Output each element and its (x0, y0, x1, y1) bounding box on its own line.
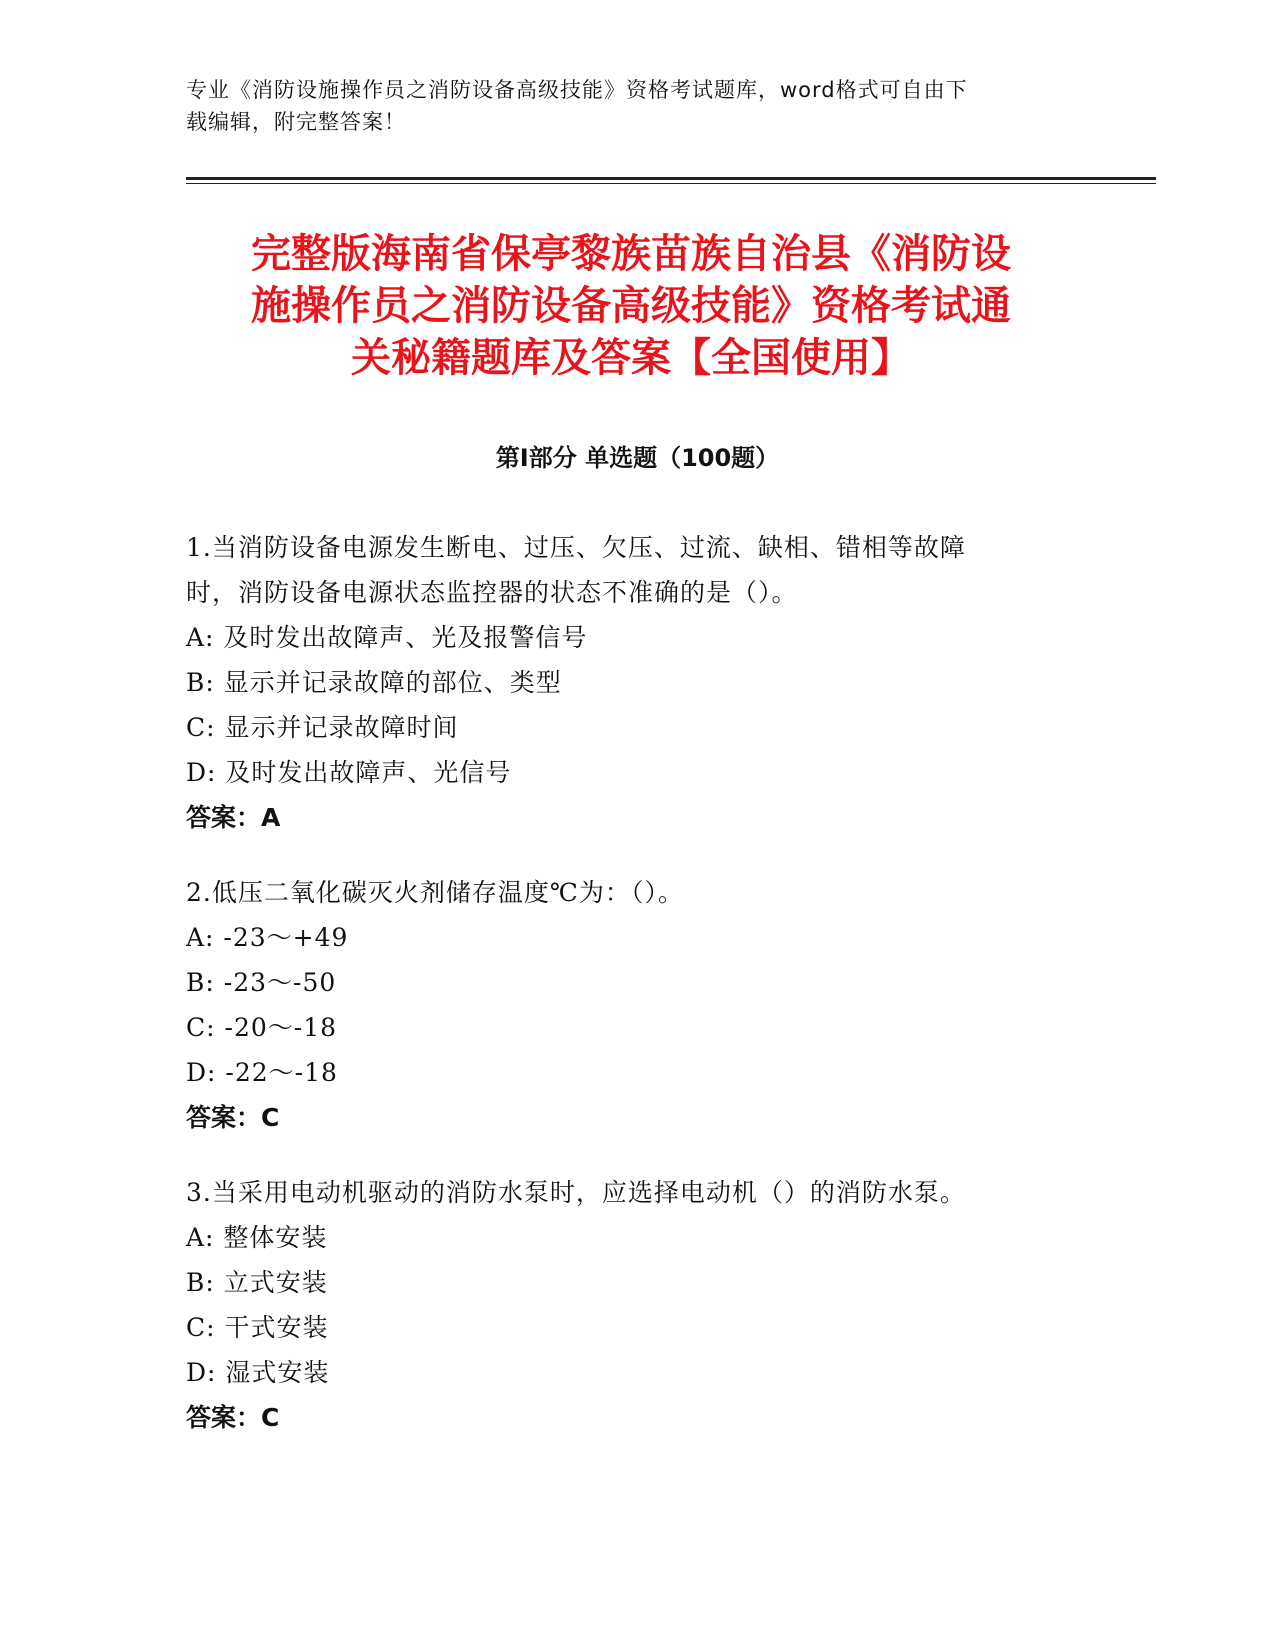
title-line: 完整版海南省保亭黎族苗族自治县《消防设 (251, 231, 1011, 277)
option-c: C: 显示并记录故障时间 (186, 713, 459, 742)
question-3 (186, 1170, 1066, 1440)
option-a: A: -23～+49 (186, 923, 349, 952)
option-b: B: 立式安装 (186, 1268, 328, 1297)
option-d: D: 及时发出故障声、光信号 (186, 758, 512, 787)
question-1 (186, 525, 1066, 840)
document-title (186, 228, 1076, 384)
question-stem: 时，消防设备电源状态监控器的状态不准确的是（）。 (186, 578, 798, 607)
title-line: 关秘籍题库及答案【全国使用】 (351, 335, 911, 381)
question-2 (186, 870, 1066, 1140)
intro-text (186, 74, 1066, 138)
option-a: A: 及时发出故障声、光及报警信号 (186, 623, 588, 652)
question-stem: 1.当消防设备电源发生断电、过压、欠压、过流、缺相、错相等故障 (186, 533, 966, 562)
option-d: D: -22～-18 (186, 1058, 338, 1087)
question-stem: 2.低压二氧化碳灭火剂储存温度℃为：（）。 (186, 878, 684, 907)
header-divider-thin (186, 183, 1156, 184)
question-stem: 3.当采用电动机驱动的消防水泵时，应选择电动机（）的消防水泵。 (186, 1178, 966, 1207)
option-b: B: 显示并记录故障的部位、类型 (186, 668, 562, 697)
title-line: 施操作员之消防设备高级技能》资格考试通 (251, 283, 1011, 329)
answer: 答案：C (186, 1103, 280, 1132)
answer: 答案：C (186, 1403, 280, 1432)
question-list (186, 525, 1066, 1470)
option-a: A: 整体安装 (186, 1223, 328, 1252)
answer: 答案：A (186, 803, 281, 832)
intro-line: 载编辑，附完整答案！ (186, 110, 406, 134)
option-c: C: 干式安装 (186, 1313, 329, 1342)
section-heading: 第Ⅰ部分 单选题（100题） (495, 444, 780, 472)
intro-line: 专业《消防设施操作员之消防设备高级技能》资格考试题库，word格式可自由下 (186, 78, 968, 102)
option-b: B: -23～-50 (186, 968, 337, 997)
option-d: D: 湿式安装 (186, 1358, 330, 1387)
option-c: C: -20～-18 (186, 1013, 338, 1042)
header-divider-thick (186, 177, 1156, 180)
